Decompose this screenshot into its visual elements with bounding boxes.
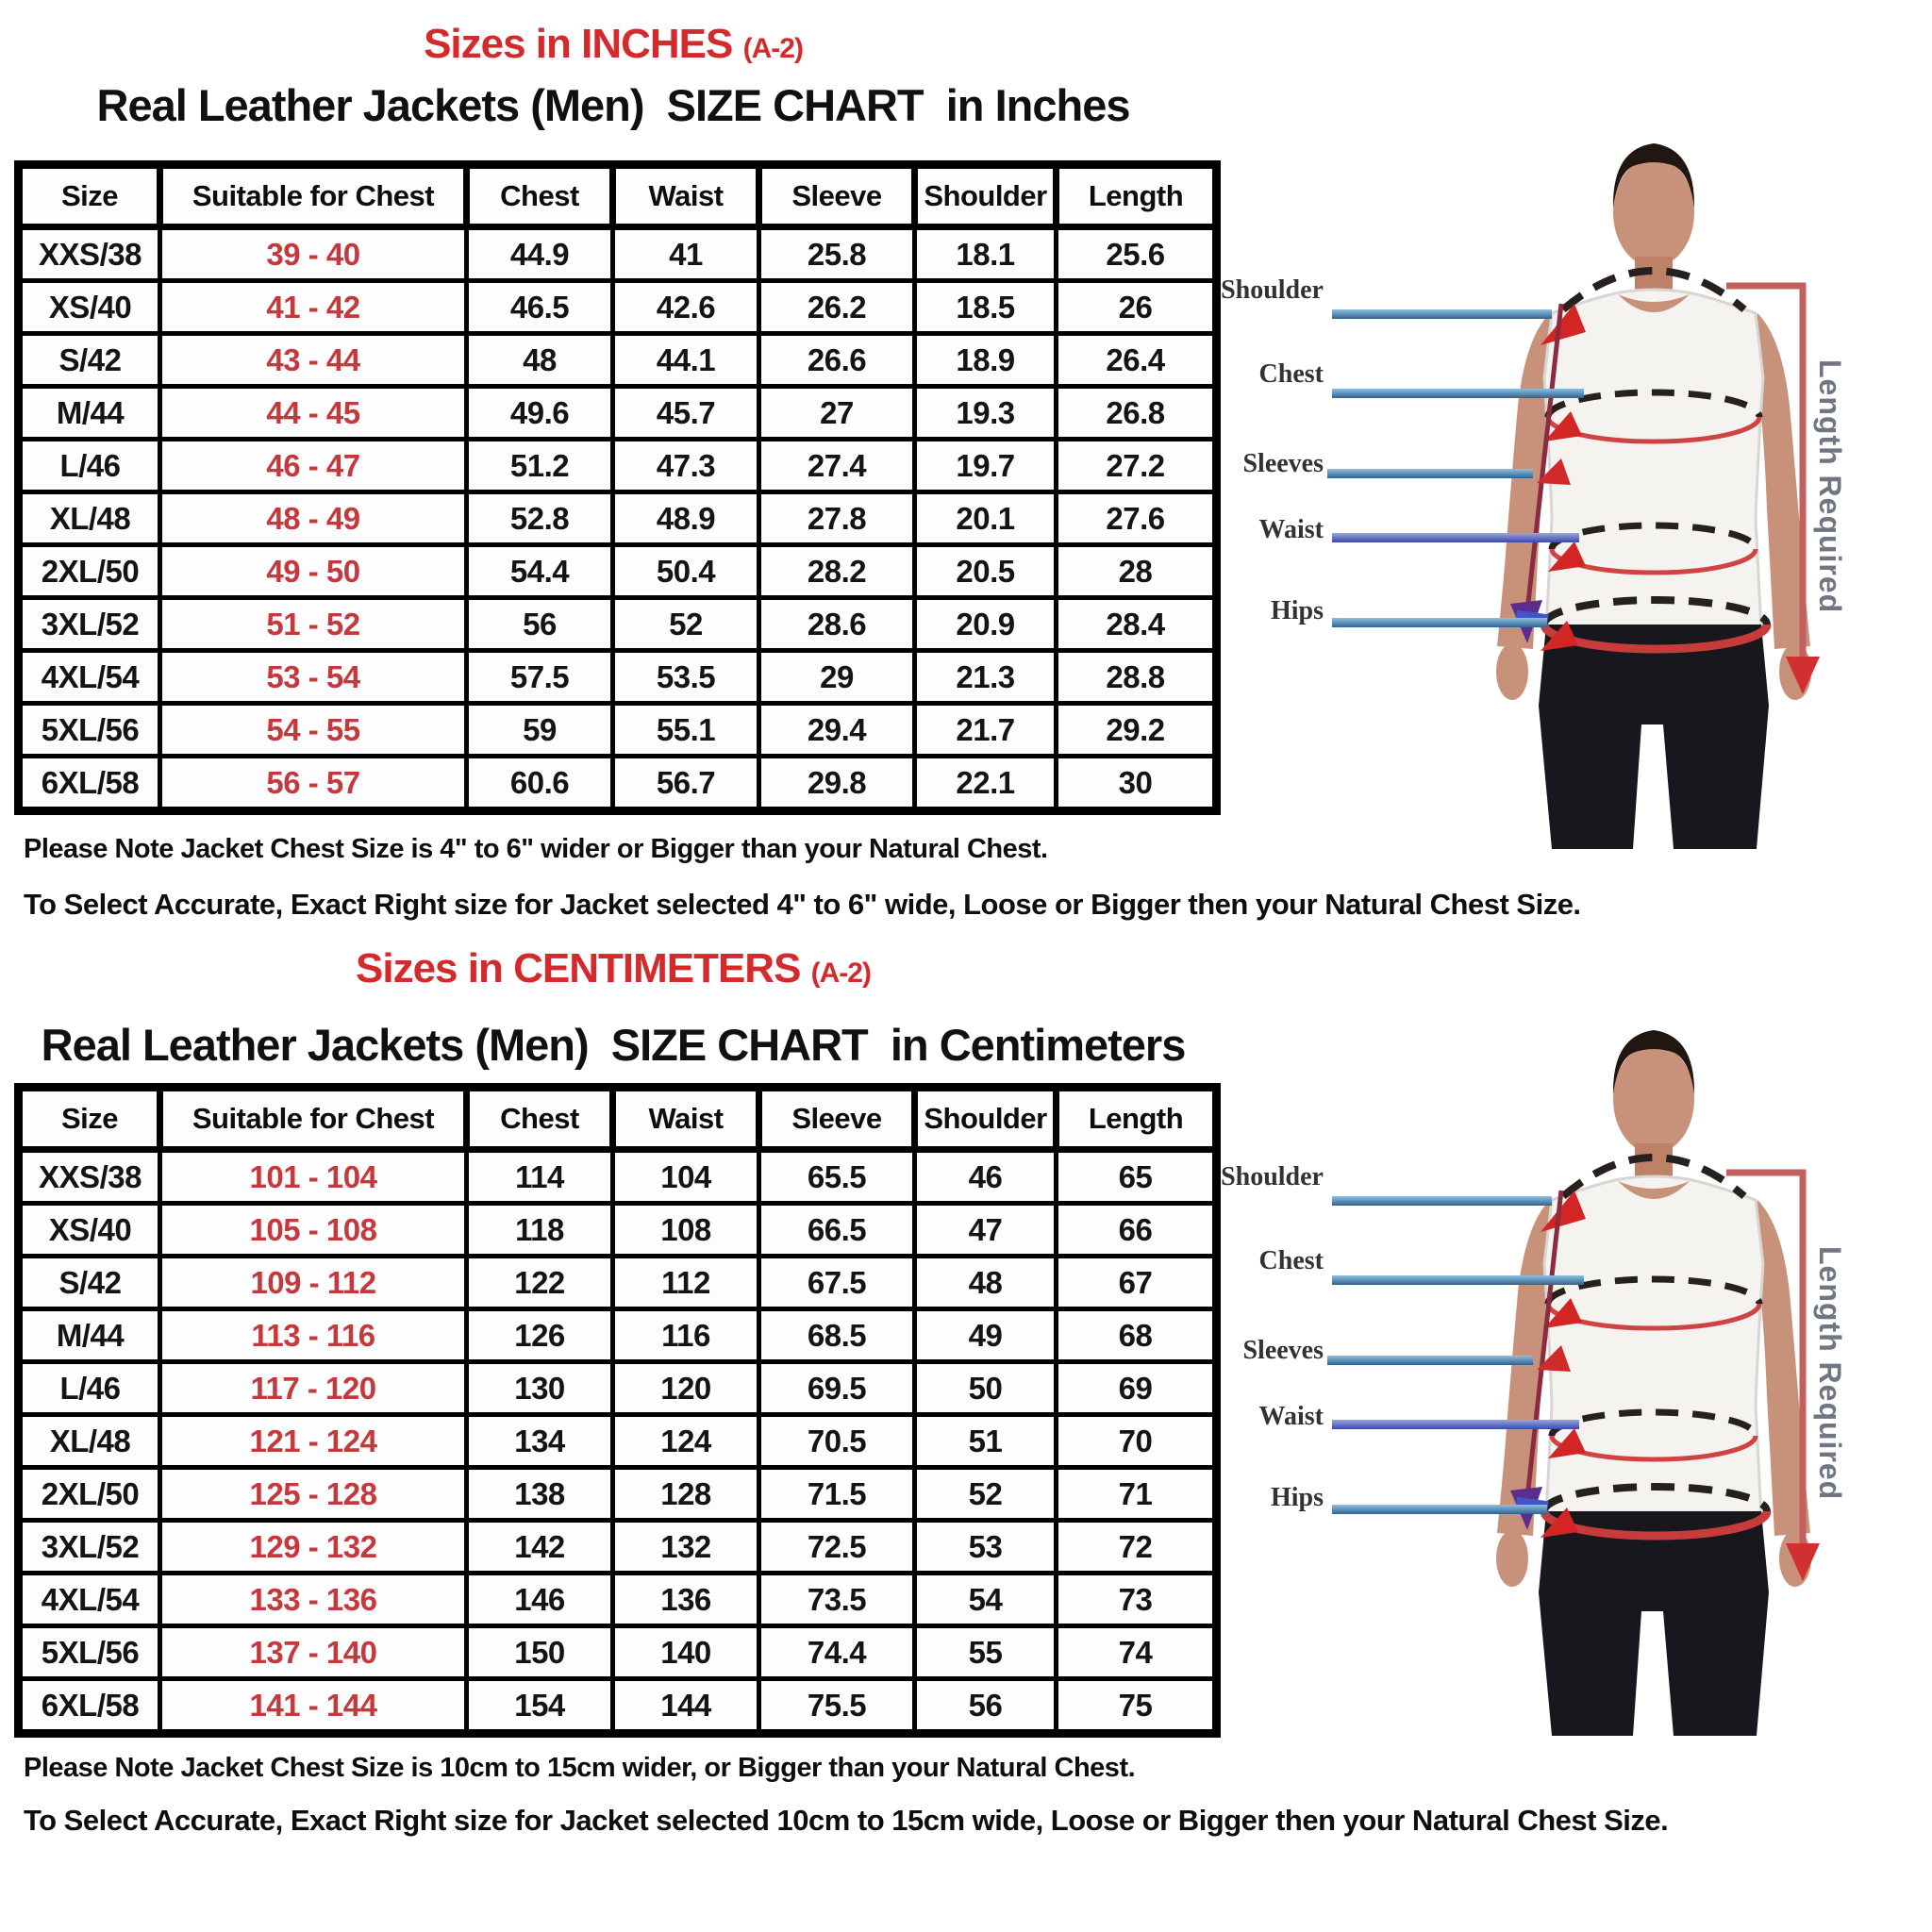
size-chart-table-inches	[14, 160, 1221, 815]
note-select-size-inches: To Select Accurate, Exact Right size for Jacket selected 4" to 6" wide, Loose or Bigger then your Natural Chest Size.	[24, 888, 1581, 921]
value-cell: 65.5	[759, 1150, 915, 1204]
value-cell: 60.6	[467, 757, 613, 811]
value-cell: 26.8	[1057, 387, 1217, 440]
value-cell: 74.4	[759, 1626, 915, 1679]
section-title-centimeters	[14, 945, 1212, 992]
value-cell: 66.5	[759, 1204, 915, 1257]
value-cell: 56	[915, 1679, 1057, 1734]
length-required-label: Length Required	[1813, 1246, 1847, 1501]
value-cell: 29.2	[1057, 704, 1217, 757]
value-cell: 41	[613, 227, 759, 281]
value-cell: 26.6	[759, 334, 915, 387]
value-cell: 27	[759, 387, 915, 440]
size-row	[19, 1309, 1217, 1362]
value-cell: 146	[467, 1574, 613, 1626]
value-cell: 39 - 40	[160, 227, 467, 281]
value-cell: 69	[1057, 1362, 1217, 1415]
size-row	[19, 227, 1217, 281]
value-cell: 56	[467, 598, 613, 651]
size-row	[19, 1468, 1217, 1521]
measurement-diagram-bottom	[1212, 981, 1932, 1736]
measurement-diagram-top	[1212, 94, 1932, 849]
value-cell: 53.5	[613, 651, 759, 704]
value-cell: 133 - 136	[160, 1574, 467, 1626]
value-cell: 125 - 128	[160, 1468, 467, 1521]
value-cell: 65	[1057, 1150, 1217, 1204]
value-cell: 53	[915, 1521, 1057, 1574]
value-cell: 51	[915, 1415, 1057, 1468]
value-cell: 52.8	[467, 492, 613, 545]
value-cell: 26.4	[1057, 334, 1217, 387]
value-cell: 72.5	[759, 1521, 915, 1574]
value-cell: 19.7	[915, 440, 1057, 492]
value-cell: 27.2	[1057, 440, 1217, 492]
header-row	[19, 1088, 1217, 1150]
section-title-text: Sizes in INCHES	[424, 21, 743, 67]
value-cell: 109 - 112	[160, 1257, 467, 1309]
hips-label: Hips	[1270, 1483, 1324, 1512]
value-cell: 44.9	[467, 227, 613, 281]
value-cell: 18.9	[915, 334, 1057, 387]
value-cell: 75.5	[759, 1679, 915, 1734]
value-cell: 70	[1057, 1415, 1217, 1468]
value-cell: 137 - 140	[160, 1626, 467, 1679]
value-cell: 114	[467, 1150, 613, 1204]
value-cell: 154	[467, 1679, 613, 1734]
value-cell: 27.8	[759, 492, 915, 545]
value-cell: 52	[613, 598, 759, 651]
size-row	[19, 1150, 1217, 1204]
size-row	[19, 704, 1217, 757]
value-cell: 49.6	[467, 387, 613, 440]
column-header: Sleeve	[759, 1088, 915, 1150]
value-cell: 142	[467, 1521, 613, 1574]
value-cell: 132	[613, 1521, 759, 1574]
value-cell: 18.5	[915, 281, 1057, 334]
table-title-centimeters: Real Leather Jackets (Men) SIZE CHART in Centimeters	[41, 1020, 1186, 1070]
column-header: Length	[1057, 1088, 1217, 1150]
value-cell: 116	[613, 1309, 759, 1362]
value-cell: 48 - 49	[160, 492, 467, 545]
size-row	[19, 1521, 1217, 1574]
value-cell: 52	[915, 1468, 1057, 1521]
value-cell: 54 - 55	[160, 704, 467, 757]
column-header: Waist	[613, 1088, 759, 1150]
waist-label: Waist	[1258, 515, 1324, 544]
length-required-label: Length Required	[1813, 359, 1847, 614]
value-cell: 18.1	[915, 227, 1057, 281]
value-cell: 48.9	[613, 492, 759, 545]
value-cell: 68.5	[759, 1309, 915, 1362]
waist-label: Waist	[1258, 1402, 1324, 1431]
size-row	[19, 757, 1217, 811]
size-cell: XS/40	[19, 281, 160, 334]
value-cell: 104	[613, 1150, 759, 1204]
size-cell: 6XL/58	[19, 757, 160, 811]
column-header: Suitable for Chest	[160, 165, 467, 227]
size-cell: 2XL/50	[19, 545, 160, 598]
value-cell: 28.2	[759, 545, 915, 598]
value-cell: 51.2	[467, 440, 613, 492]
value-cell: 122	[467, 1257, 613, 1309]
value-cell: 68	[1057, 1309, 1217, 1362]
value-cell: 71.5	[759, 1468, 915, 1521]
size-row	[19, 1257, 1217, 1309]
size-row	[19, 1415, 1217, 1468]
hips-label: Hips	[1270, 596, 1324, 625]
column-header: Length	[1057, 165, 1217, 227]
shoulder-label: Shoulder	[1221, 1162, 1324, 1191]
column-header: Chest	[467, 165, 613, 227]
size-cell: 3XL/52	[19, 1521, 160, 1574]
size-row	[19, 1204, 1217, 1257]
size-cell: XL/48	[19, 1415, 160, 1468]
size-row	[19, 1626, 1217, 1679]
value-cell: 126	[467, 1309, 613, 1362]
value-cell: 29.4	[759, 704, 915, 757]
value-cell: 74	[1057, 1626, 1217, 1679]
value-cell: 124	[613, 1415, 759, 1468]
value-cell: 130	[467, 1362, 613, 1415]
value-cell: 71	[1057, 1468, 1217, 1521]
size-row	[19, 281, 1217, 334]
value-cell: 129 - 132	[160, 1521, 467, 1574]
size-cell: L/46	[19, 440, 160, 492]
value-cell: 28.6	[759, 598, 915, 651]
value-cell: 48	[467, 334, 613, 387]
value-cell: 73.5	[759, 1574, 915, 1626]
shoulder-label: Shoulder	[1221, 275, 1324, 305]
value-cell: 46.5	[467, 281, 613, 334]
value-cell: 28.8	[1057, 651, 1217, 704]
section-title-suffix: (A-2)	[742, 33, 803, 64]
size-cell: 3XL/52	[19, 598, 160, 651]
value-cell: 46 - 47	[160, 440, 467, 492]
value-cell: 20.5	[915, 545, 1057, 598]
size-row	[19, 1362, 1217, 1415]
value-cell: 44 - 45	[160, 387, 467, 440]
size-row	[19, 334, 1217, 387]
size-row	[19, 1574, 1217, 1626]
value-cell: 28	[1057, 545, 1217, 598]
value-cell: 25.6	[1057, 227, 1217, 281]
value-cell: 53 - 54	[160, 651, 467, 704]
section-title-text: Sizes in CENTIMETERS	[356, 945, 811, 991]
value-cell: 59	[467, 704, 613, 757]
size-cell: 5XL/56	[19, 704, 160, 757]
value-cell: 67.5	[759, 1257, 915, 1309]
table-title-inches: Real Leather Jackets (Men) SIZE CHART in Inches	[96, 80, 1130, 130]
value-cell: 121 - 124	[160, 1415, 467, 1468]
value-cell: 29.8	[759, 757, 915, 811]
value-cell: 46	[915, 1150, 1057, 1204]
value-cell: 21.7	[915, 704, 1057, 757]
value-cell: 25.8	[759, 227, 915, 281]
size-row	[19, 545, 1217, 598]
size-cell: S/42	[19, 1257, 160, 1309]
size-cell: S/42	[19, 334, 160, 387]
size-row	[19, 387, 1217, 440]
value-cell: 43 - 44	[160, 334, 467, 387]
value-cell: 117 - 120	[160, 1362, 467, 1415]
value-cell: 50.4	[613, 545, 759, 598]
column-header: Suitable for Chest	[160, 1088, 467, 1150]
size-cell: XXS/38	[19, 227, 160, 281]
value-cell: 27.4	[759, 440, 915, 492]
note-select-size-cm: To Select Accurate, Exact Right size for Jacket selected 10cm to 15cm wide, Loose or Bigger then your Natural Chest Size.	[24, 1804, 1669, 1837]
value-cell: 141 - 144	[160, 1679, 467, 1734]
value-cell: 27.6	[1057, 492, 1217, 545]
value-cell: 55.1	[613, 704, 759, 757]
value-cell: 49 - 50	[160, 545, 467, 598]
value-cell: 150	[467, 1626, 613, 1679]
note-chest-wider-inches: Please Note Jacket Chest Size is 4" to 6" wider or Bigger than your Natural Chest.	[24, 834, 1048, 864]
value-cell: 120	[613, 1362, 759, 1415]
value-cell: 67	[1057, 1257, 1217, 1309]
value-cell: 118	[467, 1204, 613, 1257]
value-cell: 101 - 104	[160, 1150, 467, 1204]
value-cell: 49	[915, 1309, 1057, 1362]
size-cell: XL/48	[19, 492, 160, 545]
value-cell: 29	[759, 651, 915, 704]
value-cell: 69.5	[759, 1362, 915, 1415]
size-row	[19, 651, 1217, 704]
size-cell: XXS/38	[19, 1150, 160, 1204]
size-cell: XS/40	[19, 1204, 160, 1257]
value-cell: 57.5	[467, 651, 613, 704]
value-cell: 42.6	[613, 281, 759, 334]
size-row	[19, 492, 1217, 545]
sleeves-label: Sleeves	[1242, 449, 1324, 478]
chest-label: Chest	[1258, 1246, 1324, 1275]
value-cell: 112	[613, 1257, 759, 1309]
section-title-inches	[14, 21, 1212, 68]
value-cell: 20.1	[915, 492, 1057, 545]
value-cell: 72	[1057, 1521, 1217, 1574]
value-cell: 20.9	[915, 598, 1057, 651]
value-cell: 134	[467, 1415, 613, 1468]
size-cell: L/46	[19, 1362, 160, 1415]
column-header: Shoulder	[915, 1088, 1057, 1150]
value-cell: 56.7	[613, 757, 759, 811]
size-row	[19, 598, 1217, 651]
value-cell: 26	[1057, 281, 1217, 334]
section-title-suffix: (A-2)	[810, 958, 871, 989]
size-cell: 2XL/50	[19, 1468, 160, 1521]
size-cell: 6XL/58	[19, 1679, 160, 1734]
value-cell: 45.7	[613, 387, 759, 440]
value-cell: 138	[467, 1468, 613, 1521]
value-cell: 21.3	[915, 651, 1057, 704]
size-row	[19, 440, 1217, 492]
size-chart-table-centimeters	[14, 1083, 1221, 1738]
size-row	[19, 1679, 1217, 1734]
value-cell: 140	[613, 1626, 759, 1679]
column-header: Chest	[467, 1088, 613, 1150]
value-cell: 51 - 52	[160, 598, 467, 651]
value-cell: 136	[613, 1574, 759, 1626]
value-cell: 48	[915, 1257, 1057, 1309]
column-header: Size	[19, 165, 160, 227]
column-header: Size	[19, 1088, 160, 1150]
value-cell: 55	[915, 1626, 1057, 1679]
value-cell: 28.4	[1057, 598, 1217, 651]
column-header: Sleeve	[759, 165, 915, 227]
value-cell: 75	[1057, 1679, 1217, 1734]
column-header: Shoulder	[915, 165, 1057, 227]
value-cell: 66	[1057, 1204, 1217, 1257]
value-cell: 50	[915, 1362, 1057, 1415]
value-cell: 41 - 42	[160, 281, 467, 334]
size-cell: 5XL/56	[19, 1626, 160, 1679]
value-cell: 128	[613, 1468, 759, 1521]
value-cell: 44.1	[613, 334, 759, 387]
size-cell: M/44	[19, 1309, 160, 1362]
value-cell: 54	[915, 1574, 1057, 1626]
header-row	[19, 165, 1217, 227]
value-cell: 70.5	[759, 1415, 915, 1468]
value-cell: 108	[613, 1204, 759, 1257]
value-cell: 26.2	[759, 281, 915, 334]
column-header: Waist	[613, 165, 759, 227]
value-cell: 47	[915, 1204, 1057, 1257]
value-cell: 19.3	[915, 387, 1057, 440]
size-cell: 4XL/54	[19, 1574, 160, 1626]
note-chest-wider-cm: Please Note Jacket Chest Size is 10cm to 15cm wider, or Bigger than your Natural Chest.	[24, 1753, 1136, 1783]
value-cell: 105 - 108	[160, 1204, 467, 1257]
value-cell: 113 - 116	[160, 1309, 467, 1362]
value-cell: 22.1	[915, 757, 1057, 811]
size-cell: 4XL/54	[19, 651, 160, 704]
value-cell: 56 - 57	[160, 757, 467, 811]
size-cell: M/44	[19, 387, 160, 440]
chest-label: Chest	[1258, 359, 1324, 389]
value-cell: 47.3	[613, 440, 759, 492]
value-cell: 73	[1057, 1574, 1217, 1626]
value-cell: 30	[1057, 757, 1217, 811]
value-cell: 54.4	[467, 545, 613, 598]
value-cell: 144	[613, 1679, 759, 1734]
sleeves-label: Sleeves	[1242, 1336, 1324, 1365]
